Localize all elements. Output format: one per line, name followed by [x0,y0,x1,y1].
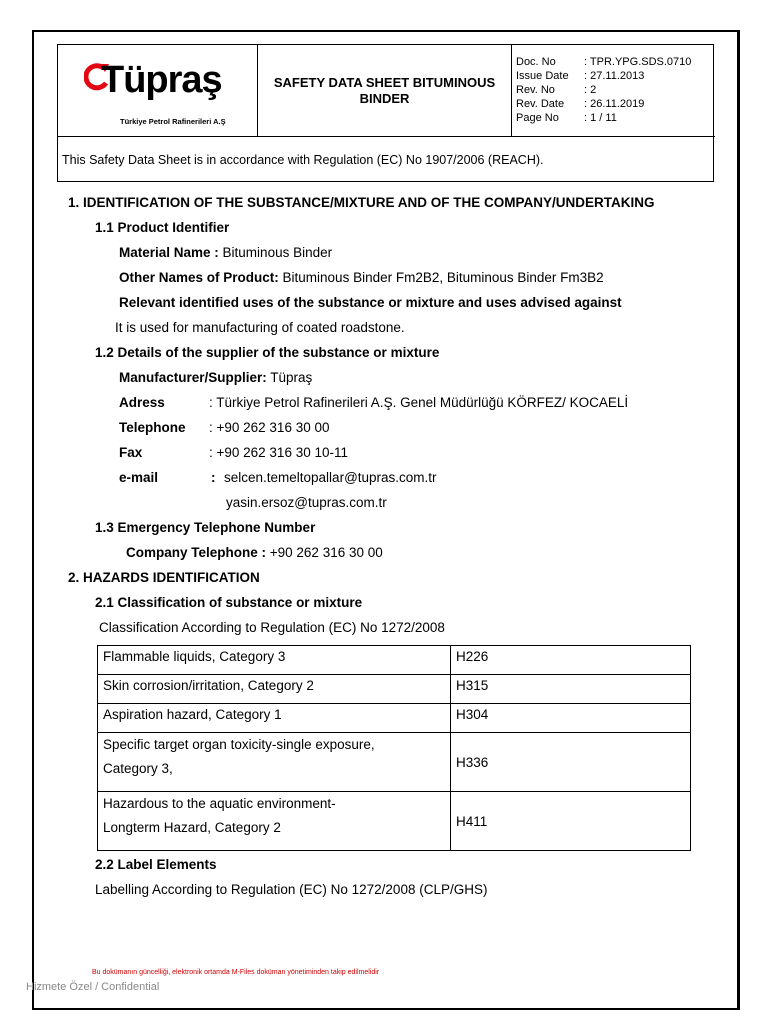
reach-note: This Safety Data Sheet is in accordance with Regulation (EC) No 1907/2006 (REACH). [62,153,544,167]
section1-heading: 1. IDENTIFICATION OF THE SUBSTANCE/MIXTURE AND OF THE COMPANY/UNDERTAKING [68,195,655,210]
hazard-code-cell: H411 [451,792,691,851]
subsection-2-2: 2.2 Label Elements [95,857,217,872]
address-value: : Türkiye Petrol Rafinerileri A.Ş. Genel Müdürlüğü KÖRFEZ/ KOCAELİ [209,395,629,410]
company-logo-text: Tüpraş [101,59,222,101]
meta-rev-no: Rev. No : 2 [516,84,597,96]
hazard-class-cell: Aspiration hazard, Category 1 [98,704,451,733]
subsection-1-2: 1.2 Details of the supplier of the substance or mixture [95,345,440,360]
email-label: e-mail [119,470,159,485]
address-label: Adress [119,395,165,410]
classification-note: Classification According to Regulation (EC) No 1272/2008 [99,620,445,635]
hazard-class-cell: Specific target organ toxicity-single exposure, Category 3, [98,733,451,792]
hazard-code-cell: H226 [451,646,691,675]
hazard-code-cell: H315 [451,675,691,704]
hazard-class-cell: Flammable liquids, Category 3 [98,646,451,675]
email-link-1[interactable]: selcen.temeltopallar@tupras.com.tr [224,470,437,485]
footer-notice: Bu dokümanın güncelliği, elektronik ortamda M-Files doküman yönetiminden takip edilmelidir [92,969,380,976]
fax-label: Fax [119,445,143,460]
meta-page-no: Page No : 1 / 11 [516,112,617,124]
document-header [57,44,714,182]
other-names: Other Names of Product: Bituminous Binder Fm2B2, Bituminous Binder Fm3B2 [119,270,604,285]
document-meta [512,45,715,137]
document-title: SAFETY DATA SHEET BITUMINOUS BINDER [258,45,512,137]
hazard-code-cell: H304 [451,704,691,733]
relevant-uses-value: It is used for manufacturing of coated roadstone. [115,320,405,335]
subsection-2-1: 2.1 Classification of substance or mixture [95,595,363,610]
table-row [98,792,691,851]
hazard-class-cell: Skin corrosion/irritation, Category 2 [98,675,451,704]
section2-heading: 2. HAZARDS IDENTIFICATION [68,570,260,585]
subsection-1-1: 1.1 Product Identifier [95,220,230,235]
table-row [98,704,691,733]
confidential-label: Hizmete Özel / Confidential [26,981,160,993]
email-colon: : [211,470,216,485]
material-name: Material Name : Bituminous Binder [119,245,333,260]
labelling-note: Labelling According to Regulation (EC) No 1272/2008 (CLP/GHS) [95,882,488,897]
table-row [98,646,691,675]
telephone-value: : +90 262 316 30 00 [209,420,330,435]
classification-table [97,645,691,851]
fax-value: : +90 262 316 30 10-11 [209,445,348,460]
meta-rev-date: Rev. Date : 26.11.2019 [516,98,645,110]
logo-cell [58,45,258,137]
table-row [98,733,691,792]
manufacturer: Manufacturer/Supplier: Tüpraş [119,370,313,385]
subsection-1-3: 1.3 Emergency Telephone Number [95,520,316,535]
email-link-2[interactable]: yasin.ersoz@tupras.com.tr [226,495,387,510]
telephone-label: Telephone [119,420,186,435]
meta-issue-date: Issue Date : 27.11.2013 [516,70,645,82]
company-subtitle: Türkiye Petrol Rafinerileri A.Ş [120,117,226,126]
relevant-uses-label: Relevant identified uses of the substance or mixture and uses advised against [119,295,622,310]
table-row [98,675,691,704]
company-telephone: Company Telephone : +90 262 316 30 00 [126,545,383,560]
meta-doc-no: Doc. No : TPR.YPG.SDS.0710 [516,56,692,68]
hazard-code-cell: H336 [451,733,691,792]
hazard-class-cell: Hazardous to the aquatic environment- Longterm Hazard, Category 2 [98,792,451,851]
